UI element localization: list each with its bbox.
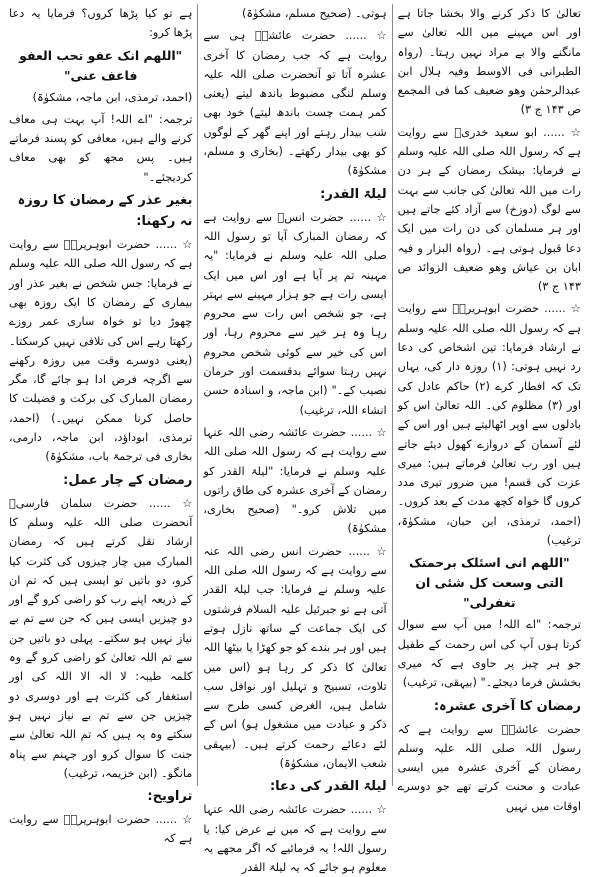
arabic-supplication: "اللهم انک عفو تحب العفو فاعف عنی" [19, 47, 183, 83]
text-column-left [4, 4, 197, 846]
paragraph: ☆ ...... حضرت سلمان فارسیؓ آنحضرت صلی اللہ علیہ وسلم کا ارشاد نقل کرتے ہیں کہ رمضان المبارک میں چار چیزوں کی کثرت کیا کرو، دو باتیں تو ایسی ہیں کہ تم ان کے ذریعہ اپنے رب کو راضی کرو گے اور دو چیزیں ایسی ہیں کہ جن سے تم بے نیاز نہیں ہو سکتے۔ پہلی دو باتیں جن سے تم اللہ تعالیٰ کو راضی کرو گے وہ کلمہ طیبہ: لا الہ الا اللہ کی اور استغفار کی کثرت ہے اور دوسری دو چیزیں جن سے تم بے نیاز نہیں ہو سکتے وہ یہ ہیں کہ تم اللہ تعالیٰ سے جنت کا سوال کرو اور جہنم سے پناہ مانگو۔ (ابن خزیمہ، ترغیب) [9, 496, 193, 780]
paragraph: ترجمہ: "اے اللہ! آپ بہت ہی معاف کرنے والے ہیں، معافی کو پسند فرماتے ہیں۔ پس مجھ کو بھی معاف کردیجئے۔" [9, 112, 193, 184]
paragraph: ☆ ...... حضرت ابوہریرہؓ سے روایت ہے کہ رسول اللہ صلی اللہ علیہ وسلم نے ارشاد فرمایا: تین اشخاص کی دعا رد نہیں ہوتی: (۱) روزہ دار کی، یہاں تک کہ افطار کرے (۲) حاکم عادل کی اور (۳) مظلوم کی۔ اللہ تعالیٰ اس کو بادلوں سے اوپر اٹھالیتے ہیں اور اس کے لئے آسمان کے دروازے کھول دیئے جاتے ہیں اور رب تعالیٰ فرماتے ہیں: میری عزت کی قسم! میں ضرور تیری مدد کروں گا خواہ کچھ مدت کے بعد کروں۔ (احمد، ترمذی، ابن حبان، مشکوٰۃ، ترغیب) [397, 302, 582, 548]
paragraph: ☆ ...... حضرت عائشہ رضی اللہ عنہا سے روایت ہے کہ میں نے عرض کیا: یا رسول اللہ! یہ فرمائیے کہ اگر مجھے یہ معلوم ہو جائے کہ یہ لیلۃ القدر [203, 803, 387, 875]
text-column-right [393, 4, 586, 813]
paragraph: ترجمہ: "اے اللہ! میں آپ سے سوال کرتا ہوں آپ کی اس رحمت کے طفیل جو ہر چیز پر حاوی ہے کہ میری بخشش فرما دیجئے۔" (بیہقی، ترغیب) [397, 618, 581, 690]
section-heading: تراویح: [147, 789, 193, 805]
section-heading: رمضان کا آخری عشرہ: [433, 698, 581, 714]
paragraph: ☆ ...... حضرت عائشہ رضی اللہ عنہا سے روایت ہے کہ رسول اللہ صلی اللہ علیہ وسلم نے فرمایا: "لیلۃ القدر کو رمضان کے آخری عشرہ کی طاق راتوں میں تلاش کرو۔" (صحیح بخاری، مشکوٰۃ) [203, 425, 387, 536]
paragraph: ☆ ...... ابو سعید خدریؓ سے روایت ہے کہ رسول اللہ صلی اللہ علیہ وسلم نے فرمایا: بیشک رمضان کے ہر دن رات میں اللہ تعالیٰ کی جانب سے بہت سے لوگ (دوزخ) سے آزاد کئے جاتے ہیں اور ہر مسلمان کی دن رات میں ایک دعا قبول ہوتی ہے۔ (رواہ البزار و فیہ ابان بن عیاش وھو ضعیف الزوائد ص ۱۴۳ ج ۳) [397, 125, 581, 294]
text-column-middle [198, 4, 391, 875]
paragraph: ☆ ...... حضرت انسؓ سے روایت ہے کہ رمضان المبارک آیا تو رسول اللہ صلی اللہ علیہ وسلم نے فرمایا: "یہ مہینہ تم پر آیا ہے اور اس میں ایک ایسی رات ہے جو ہزار مہینے سے بہتر ہے، جو شخص اس رات سے محروم رہا وہ ہر خیر سے محروم رہا، اور اس کی خیر سے کوئی شخص محروم نہیں رہتا سوائے بدقسمت اور حرمان نصیب کے۔" (ابن ماجہ، و اسنادہ حسن انشاء اللہ، ترغیب) [203, 210, 387, 417]
section-heading: بغیر عذر کے رمضان کا روزہ نہ رکھنا: [17, 193, 193, 230]
paragraph: حضرت عائشہؓ سے روایت ہے کہ رسول اللہ صلی اللہ علیہ وسلم رمضان کے آخری عشرہ میں ایسی عبادت و محنت کرتے تھے جو دوسرے اوقات میں نہیں [397, 722, 581, 813]
paragraph: تعالیٰ کا ذکر کرنے والا بخشا جاتا ہے اور اس مہینے میں اللہ تعالیٰ سے مانگنے والا بے مراد نہیں رہتا۔ (رواہ الطبرانی فی الاوسط وفیہ ہلال ابن عبدالرحمٰن وھو ضعیف کما فی المجمع ص ۱۴۳ ج ۳) [397, 7, 581, 117]
paragraph: ☆ ...... حضرت ابوہریرہؓ سے روایت ہے کہ رسول اللہ صلی اللہ علیہ وسلم نے فرمایا: جس شخص نے بغیر عذر اور بیماری کے رمضان کا ایک روزہ بھی چھوڑ دیا تو خواہ ساری عمر روزے رکھتا رہے اس کی تلافی نہیں کرسکتا۔ (یعنی دوسرے وقت میں روزہ رکھنے سے اگرچہ فرض ادا ہو جائے گا، مگر رمضان المبارک کی برکت و فضیلت کا حاصل کرنا ممکن نہیں۔) (احمد، ترمذی، ابوداؤد، ابن ماجہ، دارمی، بخاری فی ترجمۃ باب، مشکوٰۃ) [9, 238, 193, 464]
paragraph: ☆ ...... حضرت عائشہؓ ہی سے روایت ہے کہ جب رمضان کا آخری عشرہ آتا تو آنحضرت صلی اللہ علیہ وسلم لنگی مضبوط باندھ لیتے (یعنی کمر ہمت چست باندھ لیتے) خود بھی شب بیدار رہتے اور اپنے گھر کے لوگوں کو بھی بیدار رکھتے۔ (بخاری و مسلم، مشکوٰۃ) [203, 29, 387, 178]
paragraph: (احمد، ترمذی، ابن ماجہ، مشکوٰۃ) [32, 90, 193, 104]
section-heading: لیلۃ القدر کی دعا: [269, 779, 387, 795]
paragraph: ☆ ...... حضرت انس رضی اللہ عنہ سے روایت ہے کہ رسول اللہ صلی اللہ علیہ وسلم نے فرمایا: جب لیلۃ القدر آتی ہے تو جبرئیل علیہ السلام فرشتوں کی ایک جماعت کے ساتھ نازل ہوتے ہیں اور ہر بندے کو جو کھڑا یا بیٹھا اللہ تعالیٰ کا ذکر کر رہا ہو (اس میں تلاوت، تسبیح و تہلیل اور نوافل سب شامل ہیں، الغرض کسی طرح سے ذکر و عبادت میں مشغول ہو) اس کے لئے دعائے رحمت کرتے ہیں۔ (بیہقی شعب الایمان، مشکوٰۃ) [203, 544, 387, 770]
arabic-supplication: "اللهم انی اسئلک برحمتک التی وسعت کل شئی ان تغفرلی" [409, 555, 570, 611]
paragraph: ہوتی۔ (صحیح مسلم، مشکوٰۃ) [242, 7, 387, 20]
section-heading: لیلۃ القدر: [320, 186, 387, 202]
paragraph: ☆ ...... حضرت ابوہریرہؓ سے روایت ہے کہ [9, 813, 193, 846]
paragraph: ہے تو کیا پڑھا کروں؟ فرمایا یہ دعا پڑھا کرو: [9, 7, 193, 40]
section-heading: رمضان کے چار عمل: [63, 472, 193, 488]
